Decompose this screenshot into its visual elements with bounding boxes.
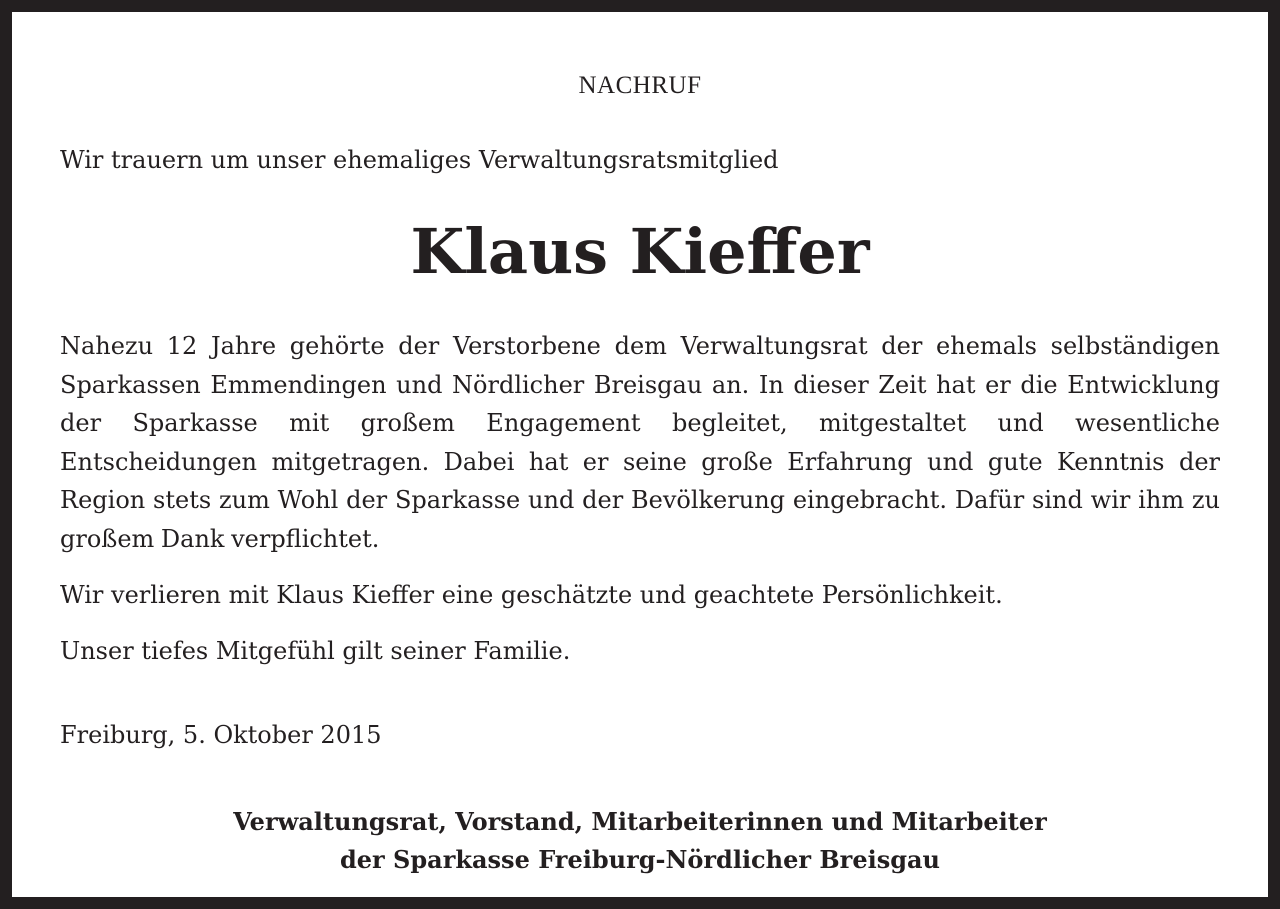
signature-line-1: Verwaltungsrat, Vorstand, Mitarbeiterinnen und Mitarbeiter [233, 807, 1047, 836]
signature-line-2: der Sparkasse Freiburg-Nördlicher Breisgau [340, 845, 940, 874]
deceased-name: Klaus Kieffer [410, 215, 870, 288]
notice-heading: NACHRUF [578, 72, 702, 99]
body-paragraph: Nahezu 12 Jahre gehörte der Verstorbene dem Verwaltungsrat der ehemals selbständigen Sparkassen Emmendingen und Nördlicher Breisgau an. In dieser Zeit hat er die Entwicklung der Sparkasse mit großem Engagement begleitet, mitgestaltet und wesentliche Entscheidungen mitgetragen. Dabei hat er seine große Erfahrung und gute Kenntnis der Region stets zum Wohl der Sparkasse und der Bevölkerung eingebracht. Dafür sind wir ihm zu großem Dank verpflichtet. [60, 332, 1220, 553]
place-date: Freiburg, 5. Oktober 2015 [60, 721, 382, 749]
sympathy-statement: Unser tiefes Mitgefühl gilt seiner Familie. [60, 637, 571, 665]
intro-line: Wir trauern um unser ehemaliges Verwaltungsratsmitglied [60, 146, 779, 174]
signature-block [12, 803, 1268, 879]
loss-statement: Wir verlieren mit Klaus Kieffer eine geschätzte und geachtete Persönlichkeit. [60, 581, 1003, 609]
obituary-notice [12, 12, 1268, 897]
